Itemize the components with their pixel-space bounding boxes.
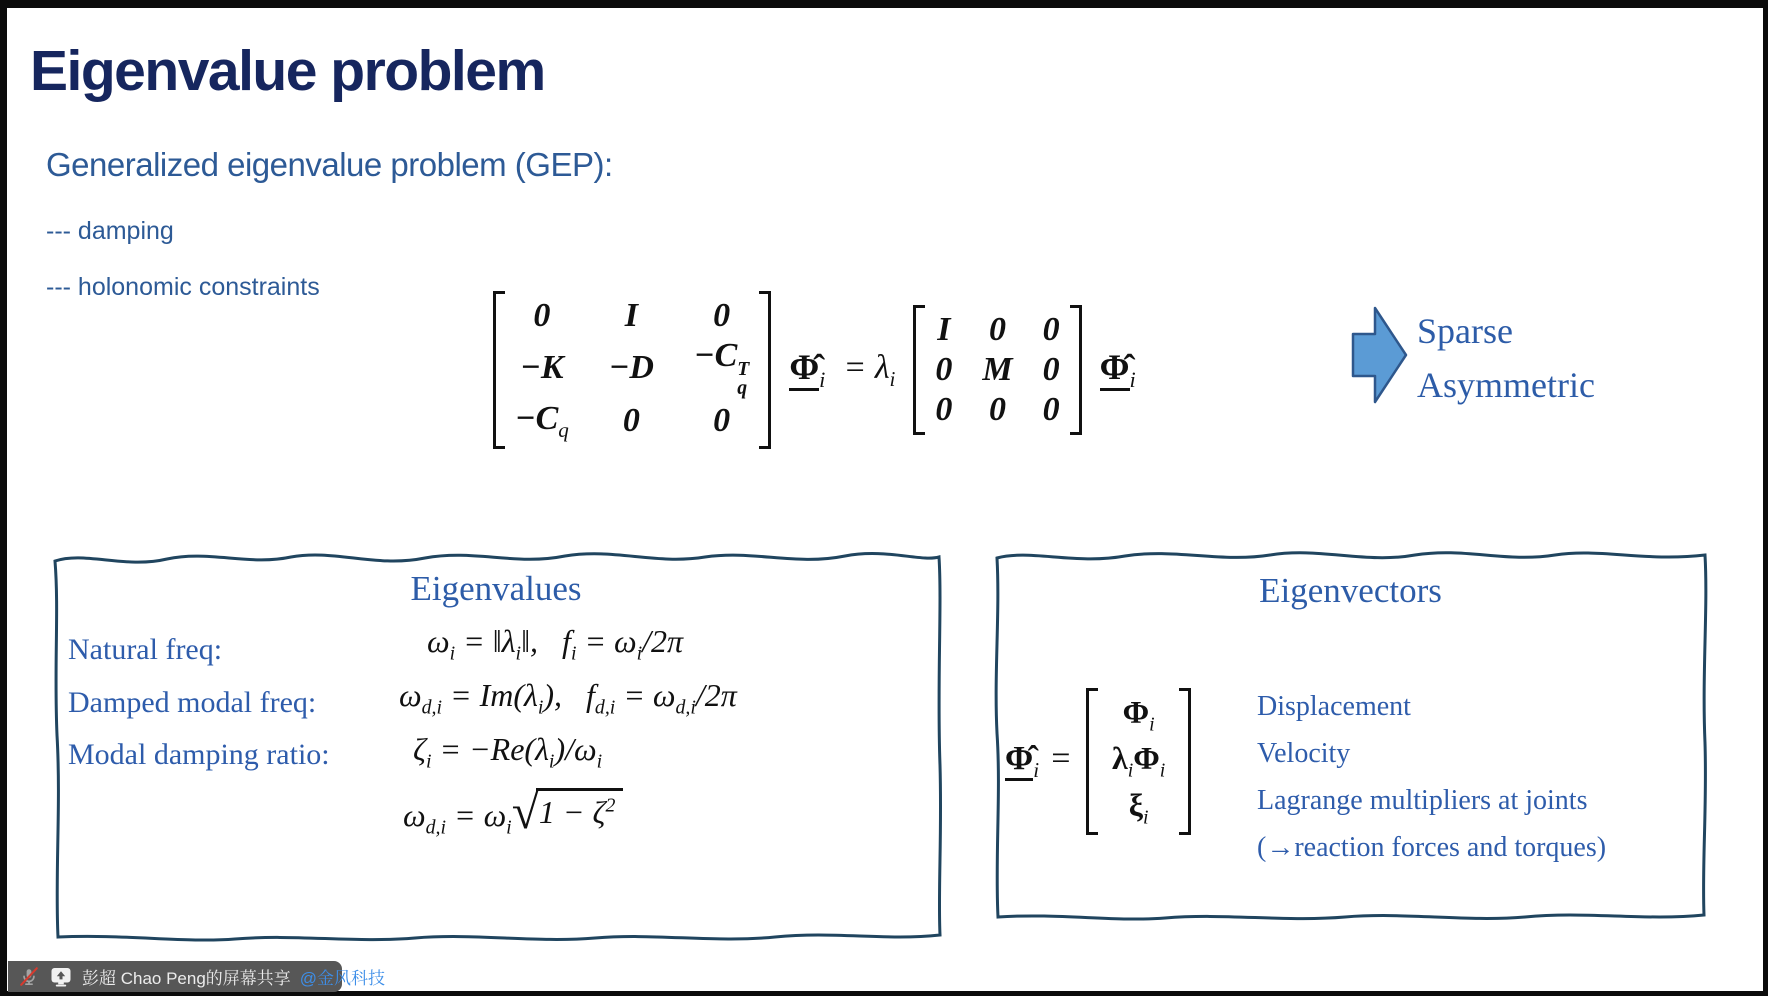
label-reaction-forces: (→reaction forces and torques): [1257, 832, 1607, 863]
label-displacement: Displacement: [1257, 691, 1411, 722]
matrix-cell: 0: [1042, 311, 1060, 348]
matrix-cell: 0: [713, 297, 731, 335]
label-damping-ratio: Modal damping ratio:: [68, 738, 330, 771]
matrix-cell: 0: [533, 297, 551, 335]
eigenvectors-box: [985, 543, 1716, 927]
bullet-damping: --- damping: [46, 217, 174, 245]
eigenvectors-title: Eigenvectors: [1259, 571, 1442, 610]
block-arrow-right-icon: [1351, 305, 1409, 410]
matrix-cell: 0: [1042, 391, 1060, 428]
slide-title: Eigenvalue problem: [30, 39, 545, 103]
slide: [7, 8, 1763, 991]
screen-share-icon: [49, 966, 73, 988]
eigenvalues-title: Eigenvalues: [410, 569, 582, 608]
label-lagrange: Lagrange multipliers at joints: [1257, 785, 1588, 816]
eigenvector-symbol: $\Phî_i$: [789, 347, 826, 393]
eigenvalues-box: [45, 545, 947, 947]
matrix-cell: −K: [520, 348, 564, 386]
matrix-cell: 0: [622, 402, 640, 440]
matrix-cell: 0: [935, 391, 953, 428]
eigenvector-column: [1086, 688, 1191, 835]
left-bracket: [493, 291, 505, 448]
label-velocity: Velocity: [1257, 738, 1351, 769]
matrix-cell: $-C_q$: [515, 399, 569, 442]
note-line-asymmetric: Asymmetric: [1417, 365, 1595, 405]
vector-entry-lagrange: $\xi_i$: [1128, 786, 1149, 829]
share-bar-text: 彭超 Chao Peng的屏幕共享: [82, 969, 291, 988]
sparse-asymmetric-note: [1417, 304, 1595, 412]
matrix-cell: I: [624, 297, 639, 335]
matrix-cell: 0: [713, 402, 731, 440]
matrix-cell: −D: [608, 348, 654, 386]
formula-damped-freq-sqrt: $\omega_{d,i} = \omega_i$ √ $1 - \zeta^2$: [403, 788, 623, 839]
equals-lambda: = $\lambda_i$: [843, 348, 896, 391]
matrix-cell: 0: [1042, 351, 1060, 388]
screen-share-toolbar[interactable]: [8, 961, 386, 992]
slide-subtitle: Generalized eigenvalue problem (GEP):: [46, 146, 613, 183]
right-bracket: [1179, 688, 1191, 835]
formula-damped-freq: $\omega_{d,i} = Im(\lambda_i)$, $f_{d,i} = \omega_{d,i}/2\pi$: [399, 677, 737, 719]
left-bracket: [1086, 688, 1098, 835]
bullet-holonomic: --- holonomic constraints: [46, 273, 320, 301]
matrix-cell: 0: [989, 391, 1007, 428]
rhs-matrix: [913, 305, 1081, 435]
matrix-cell: I: [937, 311, 951, 348]
eigenvector-definition: [1005, 688, 1191, 835]
matrix-cell: −C T q: [693, 337, 750, 400]
label-natural-freq: Natural freq:: [68, 633, 223, 666]
right-bracket: [759, 291, 771, 448]
matrix-cell: 0: [989, 311, 1007, 348]
eigenvector-lhs: $\Phî_i$ =: [1005, 740, 1073, 782]
gep-equation: [493, 290, 1136, 450]
formula-natural-freq: $\omega_i$ = $‖\lambda_i‖$, $f_i = \omega_i/2\pi$: [427, 623, 684, 665]
lhs-matrix: [493, 291, 771, 448]
label-damped-freq: Damped modal freq:: [68, 686, 317, 719]
matrix-cell: 0: [935, 351, 953, 388]
vector-entry-velocity: $\lambda_i\Phi_i$: [1112, 740, 1166, 782]
formula-damping-ratio: $\zeta_i = -Re(\lambda_i)/\omega_i$: [413, 731, 603, 773]
vector-entry-displacement: $\Phi_i$: [1122, 694, 1155, 736]
matrix-cell: M: [982, 351, 1013, 388]
share-bar-mention[interactable]: @金风科技: [299, 969, 386, 988]
note-line-sparse: Sparse: [1417, 311, 1513, 351]
eigenvector-symbol: $\Phî_i$: [1099, 347, 1136, 393]
microphone-muted-icon: [18, 966, 40, 988]
right-bracket: [1070, 305, 1082, 435]
left-bracket: [913, 305, 925, 435]
